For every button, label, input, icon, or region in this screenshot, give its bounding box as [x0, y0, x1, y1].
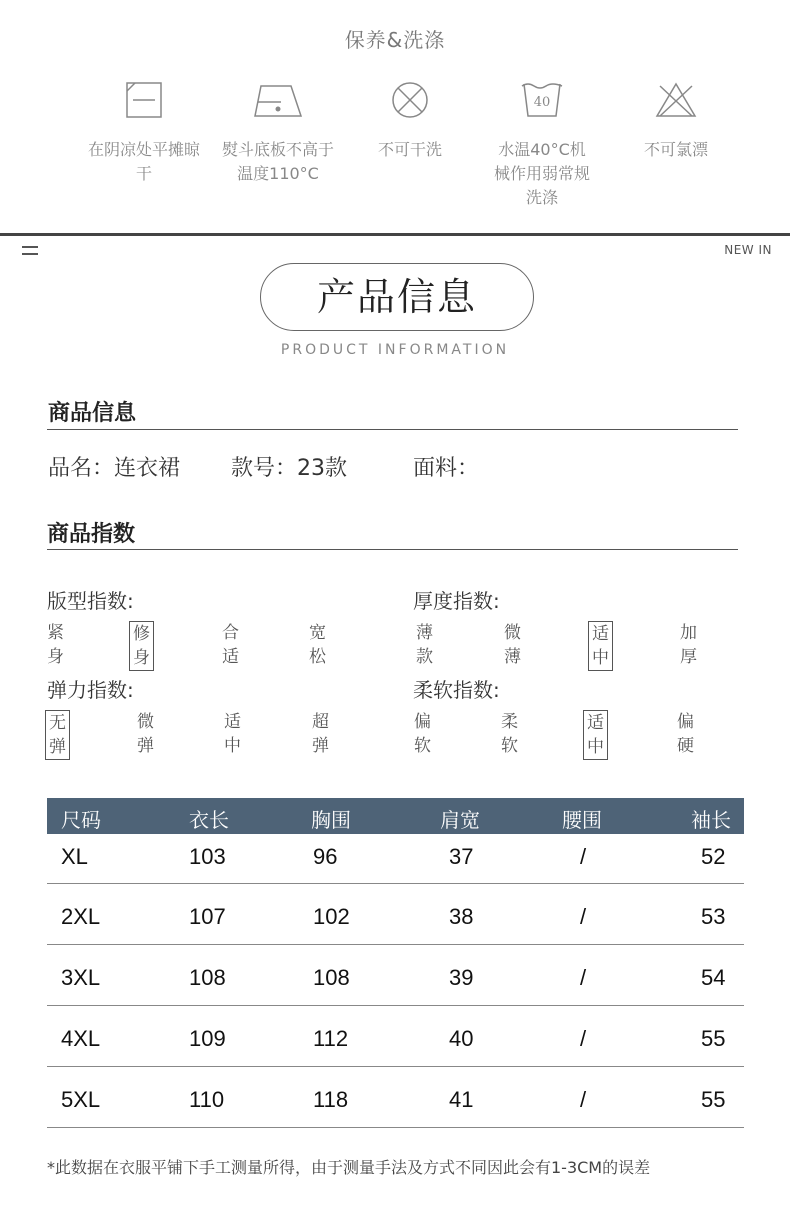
table-cell: 55 [701, 1026, 726, 1051]
table-header-cell: 衣长 [189, 808, 229, 832]
table-cell: 41 [449, 1087, 474, 1112]
table-cell: 110 [189, 1087, 225, 1112]
page-subtitle: PRODUCT INFORMATION [280, 342, 510, 358]
care-item-no-dry-clean [350, 80, 470, 162]
table-header-cell: 尺码 [61, 808, 101, 832]
wash-40-icon [520, 80, 564, 120]
table-cell: 112 [313, 1026, 349, 1051]
softness-option: 偏硬 [677, 712, 694, 756]
table-header-cell: 袖长 [691, 808, 731, 832]
care-label: 熨斗底板不高于温度110°C [221, 140, 334, 183]
menu-icon[interactable] [22, 246, 38, 260]
table-header-cell: 腰围 [562, 808, 602, 832]
care-label: 在阴凉处平摊晾干 [87, 140, 200, 183]
page-title: 产品信息 [260, 263, 534, 331]
thickness-option: 微薄 [504, 623, 521, 667]
stretch-option: 微弹 [137, 712, 154, 756]
table-header [47, 798, 744, 834]
table-cell: 38 [449, 904, 474, 929]
new-in-label: NEW IN [724, 243, 772, 257]
table-row [47, 1006, 744, 1067]
table-row [47, 1067, 744, 1128]
care-label: 不可氯漂 [643, 140, 708, 159]
table-cell: 5XL [61, 1087, 101, 1112]
table-cell: / [580, 904, 587, 929]
care-item-iron [218, 80, 338, 186]
measurement-note: *此数据在衣服平铺下手工测量所得，由于测量手法及方式不同因此会有1-3CM的误差 [47, 1158, 651, 1177]
table-cell: 103 [189, 844, 226, 869]
table-cell: 40 [449, 1026, 474, 1051]
table-cell: 55 [701, 1087, 726, 1112]
thickness-option: 薄款 [416, 623, 433, 667]
table-row [47, 884, 744, 945]
table-cell: 37 [449, 844, 474, 869]
softness-option-selected: 适中 [583, 710, 608, 760]
section-divider [0, 233, 790, 236]
product-name: 品名：连衣裙 [48, 456, 181, 481]
table-cell: 39 [449, 965, 474, 990]
product-fabric: 面料： [413, 456, 480, 481]
table-cell: 52 [701, 844, 726, 869]
stretch-option: 超弹 [312, 712, 329, 756]
thickness-index-label: 厚度指数: [413, 589, 500, 613]
dry-flat-shade-icon [124, 80, 164, 120]
fit-index-label: 版型指数: [47, 589, 134, 613]
care-item-dry-flat [84, 80, 204, 186]
table-cell: / [580, 844, 587, 869]
table-header-cell: 胸围 [311, 808, 351, 832]
thickness-option: 加厚 [680, 623, 697, 667]
info-rule [47, 429, 738, 430]
table-cell: 96 [313, 844, 338, 869]
info-heading: 商品信息 [48, 401, 137, 426]
table-cell: 4XL [61, 1026, 101, 1051]
size-table [47, 798, 744, 1128]
table-row [47, 945, 744, 1006]
stretch-index-label: 弹力指数: [47, 678, 134, 702]
iron-low-temp-icon [251, 80, 305, 120]
softness-index-label: 柔软指数: [413, 678, 500, 702]
index-heading: 商品指数 [47, 522, 136, 547]
thickness-option-selected: 适中 [588, 621, 613, 671]
no-bleach-icon [654, 80, 698, 120]
stretch-option-selected: 无弹 [45, 710, 70, 760]
care-item-wash [482, 80, 602, 210]
table-cell: / [580, 1026, 587, 1051]
no-dry-clean-icon [390, 80, 430, 120]
fit-option: 宽松 [309, 623, 326, 667]
stretch-option: 适中 [224, 712, 241, 756]
fit-option: 合适 [222, 623, 239, 667]
table-body [47, 834, 744, 1128]
table-cell: 54 [701, 965, 726, 990]
table-cell: 107 [189, 904, 226, 929]
index-rule [47, 549, 738, 550]
table-cell: 2XL [61, 904, 101, 929]
softness-option: 偏软 [414, 712, 431, 756]
table-cell: / [580, 965, 587, 990]
table-cell: 108 [189, 965, 226, 990]
table-cell: 3XL [61, 965, 101, 990]
care-label: 不可干洗 [377, 140, 442, 159]
table-cell: 108 [313, 965, 350, 990]
svg-text:40: 40 [533, 95, 551, 110]
table-cell: / [580, 1087, 587, 1112]
table-row [47, 834, 744, 884]
table-header-cell: 肩宽 [440, 808, 480, 832]
softness-option: 柔软 [501, 712, 518, 756]
fit-option: 紧身 [47, 623, 64, 667]
care-label: 水温40°C机械作用弱常规洗涤 [493, 140, 590, 207]
table-cell: 118 [313, 1087, 349, 1112]
table-cell: 102 [313, 904, 350, 929]
fit-option-selected: 修身 [129, 621, 154, 671]
product-code: 款号：23款 [231, 456, 347, 481]
table-cell: 109 [189, 1026, 226, 1051]
table-cell: 53 [701, 904, 726, 929]
care-title: 保养&洗涤 [344, 28, 446, 52]
care-item-no-bleach [616, 80, 736, 162]
table-cell: XL [61, 844, 88, 869]
